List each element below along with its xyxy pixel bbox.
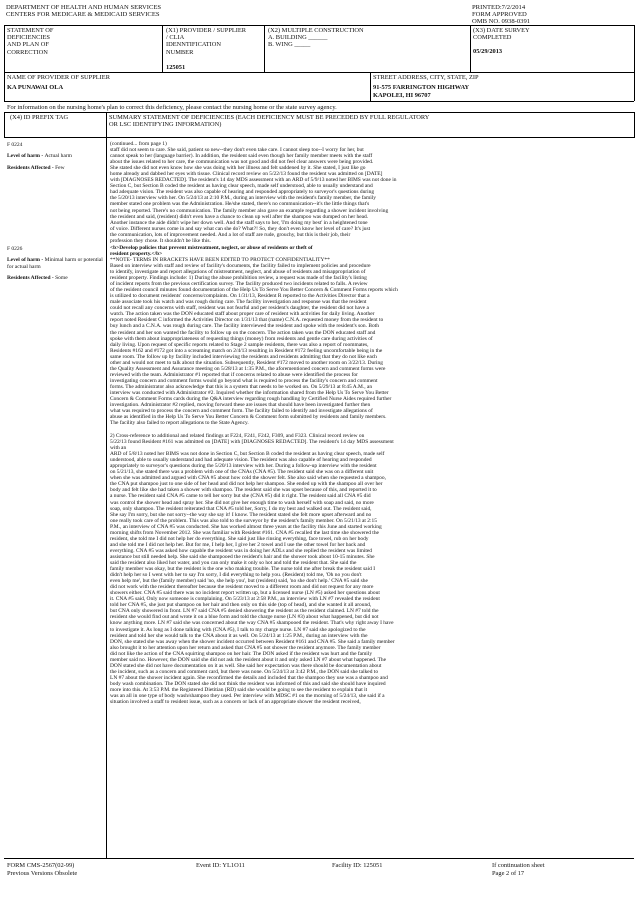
survey-date-label: (X3) DATE SURVEY COMPLETED xyxy=(473,27,530,42)
text-line: The facility also failed to report allegations to the State Agency. xyxy=(110,420,249,427)
text-line: with an xyxy=(110,445,127,452)
text-line: resident, she told me I did not help her do everything. She said just like rinsing everything, face towel, rub on her body xyxy=(110,535,369,542)
text-line: the resident and said, (resident) didn't even have a chance to clean up well after the shampoo was dumped on her head. xyxy=(110,213,369,220)
text-line: to investigate it. As long as I done talking with (CNA #5), I talk to my charge nurse. LN #7 said she apologized to the xyxy=(110,626,366,633)
text-line: told her CNA #5, she just put shampoo on her hair and then only on this side (top of head), and she wanted it all around, xyxy=(110,602,372,609)
text-line: the communication, lots of improvement needed. And a lot of staff are rude, grouchy, but this is their job, their xyxy=(110,231,351,238)
form-id: FORM CMS-2567(02-99) xyxy=(7,862,75,869)
text-line: resident she would find out and wrote it on a blue form and told the charge nurse (LN #3) about what happened, but did not xyxy=(110,614,379,621)
text-line: other and would not meet to talk about the situation. Subsequently, Resident #172 moved to another room on 3/22/13. During xyxy=(110,359,383,366)
text-line: and she told me I did not help her. But for me, I help her, I give her 2 towel and I use the other towel for her back and xyxy=(110,541,366,548)
provider-id-value: 125051 xyxy=(166,64,186,71)
text-line: 5/22/13 found Resident #161 was admitted on [DATE] with [DIAGNOSES REDACTED]. The resident's 14 day MDS assessment xyxy=(110,439,394,446)
omb-number: OMB NO. 0938-0391 xyxy=(472,18,531,25)
text-line: abuse as identified in the Help Us To Serve You Better Concern & Comment form submitted by residents and family members. xyxy=(110,414,387,421)
text-line: resident property. Findings include: 1) During the abuse prohibition review, a request was made of the facility's listing xyxy=(110,275,367,282)
text-line: Residents #162 and #172 got into a screaming match on 2/4/13 resulting in Resident #172 feeling uncomfortable being in the xyxy=(110,347,383,354)
text-line: body wash combination. The DON stated she did not think the resident was informed of this and said she should have inquired xyxy=(110,680,386,687)
residents-value: Some xyxy=(55,274,68,281)
text-line: DON, she stated she was away when the shower incident occurred between Resident #161 and CNA #5. She said a family member xyxy=(110,638,395,645)
text-line: male associate took his watch and was rough during care. The facility investigation and response was that the resident xyxy=(110,299,367,306)
text-line: with [DIAGNOSES REDACTED]. The resident's 14 day MDS assessment with an ARD of 5/9/13 noted her BIMS was not done in xyxy=(110,177,397,184)
text-line: Another instance the aide didn't wipe her down well. And the staff says to her, 'I'm doing my best' in a heightened tone xyxy=(110,219,368,226)
provider-name-label: NAME OF PROVIDER OF SUPPLIER xyxy=(7,74,110,81)
text-line: did not like the action of the CNA squirting shampoo on her hair. The DON asked if the resident was hurt and the family xyxy=(110,650,373,657)
deficiency-text-f0226-part2 xyxy=(110,433,632,705)
text-line: of incident reports from the previous certification survey. The facility produced two incidents related to falls. A review xyxy=(110,281,368,288)
text-line: is utilized to document residents' concerns/complaints. On 1/31/13, Resident R reported to the Activities Director that a xyxy=(110,293,370,300)
confidentiality-note: **NOTE- TERMS IN BRACKETS HAVE BEEN EDITED TO PROTECT CONFIDENTIALITY** xyxy=(110,257,330,264)
text-line: understood, able to usually understand and had adequate vision. The resident was also capable of hearing and responded xyxy=(110,457,372,464)
provider-id-label: (X1) PROVIDER / SUPPLIER / CLIA IDENNTIFICATION NUMBER xyxy=(166,27,247,56)
text-line: watch. The action taken was the DON educated staff about proper care of resident with activities for daily living. Another xyxy=(110,311,375,318)
text-line: report noted Resident C informed the Activities Director on 1/31/13 that (name) C.N.A. requested money from the resident to xyxy=(110,317,384,324)
text-line: the incident, such as a concern and comment card, but there was none. On 5/24/13 at 3:42 P.M., the DON said she talked to xyxy=(110,668,379,675)
summary-header: SUMMARY STATEMENT OF DEFICIENCIES (EACH DEFICIENCY MUST BE PRECEDED BY FULL REGULATORY OR LSC IDENTIFYING INFORMATION) xyxy=(109,114,430,129)
text-line: DON stated she did not have documentation on it as well. She said her expectation was there should be documentation about xyxy=(110,662,382,669)
text-line: body and felt like she had taken a shower with shampoo. The resident said she was upset because of this, and reported it to xyxy=(110,487,377,494)
text-line: Based on interview with staff and review of facility's documents, the facility failed to implement policies and procedure xyxy=(110,263,371,269)
text-line: when she was admitted and argued with CNA #5 about how cold the shower felt. She also said when she requested a shampoo, xyxy=(110,475,386,482)
tag-code: F 0224 xyxy=(7,142,23,148)
page-number: Page 2 of 17 xyxy=(492,870,525,877)
obsolete-note: Previous Versions Obsolete xyxy=(7,870,78,877)
text-line: to identify, investigate and report allegations of mistreatment, neglect, and abuse of residents and misappropriation of xyxy=(110,269,366,276)
text-line: on 5/21/13, she stated there was a problem with one of the CNAs (CNA #5). The resident said she was on a different unit xyxy=(110,469,374,476)
text-line: didn't help her so I went with her to say I'm sorry, I did everything to help you. (Resident) told me, 'Oh no you don't xyxy=(110,572,362,579)
agency-subname: CENTERS FOR MEDICARE & MEDICAID SERVICES xyxy=(6,11,160,18)
text-line: member said no. However, the DON said she did not ask the resident about it and only asked LN #7 about what happened. The xyxy=(110,656,387,663)
text-line: of voice. Different nurses come in and say what can she do? What?! So, they don't even know her level of care? It's just xyxy=(110,225,371,232)
facility-id: Facility ID: 125051 xyxy=(332,862,383,869)
address-label: STREET ADDRESS, CITY, STATE, ZIP xyxy=(373,74,479,81)
text-line: but CNA only showered in front. LN #7 said CNA #5 denied showering the resident as the resident claimed. LN #7 told the xyxy=(110,608,379,615)
address-line2: KAPOLEI, HI 96707 xyxy=(373,92,431,99)
text-line: could not recall any concerns with staff, resident was not fearful and per resident's daughter, the resident did not have a xyxy=(110,305,369,312)
harm-label: Level of harm - xyxy=(7,257,45,264)
text-line: cannot speak to her (language barrier). In addition, the resident said even though her family member meets with the staff xyxy=(110,153,373,160)
text-line: everything. CNA #5 was asked how capable the resident was in doing her ADLs and she replied the resident was limited xyxy=(110,547,372,554)
event-id: Event ID: YL1O11 xyxy=(196,862,245,869)
provider-name-value: KA PUNAWAI OLA xyxy=(7,84,64,91)
tag-code: F 0226 xyxy=(7,246,23,252)
text-line: the Quality Assessment and Assurance meeting on 5/28/13 at 1:35 P.M., the aforementioned concern and comment forms were xyxy=(110,365,386,372)
text-line: investigation. Administrator #2 replied, moving forward these are issues that should have been investigated further then xyxy=(110,402,371,409)
text-line: was an all in one type of body wash/shampoo they used. Per interview with MDSC #1 on the morning of 5/24/13, she said if a xyxy=(110,693,385,700)
text-line: morning shifts from November 2012. She was familiar with Resident #161. CNA #5 recalled the last time she showered the xyxy=(110,529,379,536)
text-line: more into this. At 3:53 P.M. the Registered Dietitian (RD) said she would be going to see the resident to explain that it xyxy=(110,686,368,693)
agency-name: DEPARTMENT OF HEALTH AND HUMAN SERVICES xyxy=(6,4,162,11)
text-line: 2) Cross-reference to additional and related findings at F224, F241, F242, F309, and F323. Clinical record review on xyxy=(110,433,365,439)
text-line: about the issues related to her care, the communication was not good and did not feel clear answers were being provided. xyxy=(110,159,374,166)
text-line: investigating concern and comment forms would go beyond what is required to process the facility's concern and comment xyxy=(110,377,378,384)
text-line: P.M., an interview of CNA #5 was conducted. She has worked almost three years at the facility this June and started working xyxy=(110,523,382,530)
text-line: resident and told her she would talk to the CNA about it as well. On 5/24/13 at 1:25 P.M., during an interview with the xyxy=(110,632,368,639)
text-line: situation involved a staff to resident issue, such as a concern or lack of an appropriate shower the resident received, xyxy=(110,699,361,706)
text-line: (continued... from page 1) xyxy=(110,141,167,147)
harm-value: Minimal harm or potential for actual harm xyxy=(7,257,103,270)
text-line: interview was conducted with Administrator #2. Inquired whether the information shared from the Help Us To Serve You Better xyxy=(110,389,389,396)
deficiency-text-f0224 xyxy=(110,141,632,244)
tag-block-f0226 xyxy=(7,246,103,281)
text-line: She say I'm sorry, but she not sorry--the way she say it! I know. The resident stated she felt more upset afterward and no xyxy=(110,511,372,518)
residents-label: Residents Affected - xyxy=(7,164,56,171)
tag-block-f0224 xyxy=(7,142,103,171)
text-line: profession they chose. It shouldn't be like this. xyxy=(110,237,211,244)
harm-label: Level of harm - xyxy=(7,153,45,160)
text-line: staff did not seem to care. She said, patient so new--they don't even take care. I cannot sleep too--I worry for her, but xyxy=(110,147,364,154)
text-line: LN #7 about the shower incident again. She reconfirmed the details and included that the shampoo they use was a shampoo and xyxy=(110,674,388,681)
text-line: what was required to process the concern and comment form. The facility failed to identify and investigate allegations of xyxy=(110,408,373,415)
text-line: it. CNA #5 said, Only now someone is complaining. On 5/23/13 at 2:58 P.M., an interview with LN #7 revealed the resident xyxy=(110,596,380,603)
text-line: ARD of 5/8/13 noted her BIMS was not done in Section C, but Section B coded the resident as having clear speech, made self xyxy=(110,451,385,458)
text-line: daily living. Upon request of specific reports related to Stage 2 sample residents, there was also a report of roommates, xyxy=(110,341,369,348)
text-line: not being reported. There's no communication. The family member also gave an example regarding a shower incident involving xyxy=(110,207,389,214)
text-line: even help me', but the (family member) said 'no, she help you', but (resident) said, 'no she don't help.' CNA #5 said she xyxy=(110,578,368,585)
deficiency-text-f0226-part1 xyxy=(110,263,632,426)
text-line: said the resident also liked hot water, and you can only make it only so hot and told the resident that. She said the xyxy=(110,559,357,566)
continuation-note: If continuation sheet xyxy=(492,862,545,869)
f0226-title: <b>Develop policies that prevent mistreatment, neglect, or abuse of residents or theft of resident property.</b> **NOTE- TERMS IN BRACKETS HAVE BEEN EDITED TO PROTECT CONFIDENTIALITY** xyxy=(110,245,632,263)
form-approved: FORM APPROVED xyxy=(472,11,527,18)
info-note: For information on the nursing home's plan to correct this deficiency, please contact the nursing home or the state survey agency. xyxy=(7,104,337,111)
text-line: of the resident council minutes found documentation of the Help Us To Serve You Better Concern & Comment Forms reports which xyxy=(110,287,398,294)
residents-label: Residents Affected - xyxy=(7,274,56,281)
text-line: a nurse. The resident said CNA #5 came to tell her sorry but she (CNA #5) did it right. The resident said all CNA #5 did xyxy=(110,493,371,500)
text-line: did not work with the resident thereafter because the resident moved to a different room and did not request for any more xyxy=(110,584,374,591)
text-line: soap, only shampoo. The resident reiterated that CNA #5 told her, Sorry, I do my best and walked out. The resident said, xyxy=(110,505,372,512)
text-line: one really took care of the problem. This was also told to the surveyor by the resident's family member. On 5/21/13 at 2:15 xyxy=(110,517,377,524)
multiple-construction-label: (X2) MULTIPLE CONSTRUCTION A. BUILDING ______ B. WING _____ xyxy=(268,27,364,49)
text-line: was control the shower head and spray her. She did not give her enough time to wash herself with soap and said, no more xyxy=(110,499,374,506)
text-line: the 5/20/13 interview with her. On 5/24/13 at 2:10 P.M., during an interview with the resident's family member, the family xyxy=(110,195,376,202)
text-line: same room. The follow up by facility included interviewing the residents and residents admitting that they do not like each xyxy=(110,353,377,360)
text-line: had adequate vision. The resident was also capable of hearing and responded appropriately to surveyor's questions during xyxy=(110,189,375,196)
text-line: spoke with them about inappropriateness of requesting things (money) from residents and gentle care during activities of xyxy=(110,335,373,342)
text-line: also brought it to her attention upon her return and asked that CNA #5 not shower the resident anymore. The family member xyxy=(110,644,381,651)
text-line: home already and dabbed her eyes with tissue. Clinical record review on 5/22/13 found the resident was admitted on [DATE] xyxy=(110,171,383,178)
text-line: appropriately to surveyor's questions during the 5/20/13 interview with her. During a follow-up interview with the resident xyxy=(110,463,377,470)
text-line: the CNA put shampoo just to one side of her head and did not help her shampoo. She ended up with the shampoo all over her xyxy=(110,481,383,488)
text-line: know anything more. LN #7 said she was concerned about the way CNA #5 shampooed the resident. That's why right away I have xyxy=(110,620,394,627)
text-line: She stated she did not even know how she was doing with her illness and felt saddened by it. She stated, I just like go xyxy=(110,165,366,172)
text-line: assistance but still needed help. She said she shampooed the resident's hair and the shower took about 10-15 minutes. She xyxy=(110,553,375,560)
printed-date: PRINTED:7/2/2014 xyxy=(472,4,526,11)
prefix-tag-header: (X4) ID PREFIX TAG xyxy=(10,114,69,121)
statement-of-deficiencies-label: STATEMENT OF DEFICIENCIES AND PLAN OF CORRECTION xyxy=(7,27,54,56)
residents-value: Few xyxy=(55,164,65,171)
text-line: the resident and her son wanted the facility to follow up on the concern. The action taken was the DON educated staff and xyxy=(110,329,376,336)
text-line: Concern & Comment Forms cards during the Q&A interview regarding rough handling by Certified Nurse Aides required further xyxy=(110,396,392,403)
text-line: showers either. CNA #5 said there was no incident report written up, but a licensed nurse (LN #5) asked her questions about xyxy=(110,590,380,597)
text-line: family member was okay, but the resident is the one who making trouble. The nurse told me after break the resident said I xyxy=(110,566,376,573)
text-line: forms. The administrator also acknowledge that this is a system that needs to be worked on. On 5/29/13 at 8:45 A.M., an xyxy=(110,383,373,390)
survey-date-value: 05/29/2013 xyxy=(473,48,503,55)
text-line: Section C, but Section B coded the resident as having clear speech, made self understood, able to usually understand and xyxy=(110,183,373,190)
harm-value: Actual harm xyxy=(44,153,72,160)
text-line: reviewed with the team. Administrator #1 reported that if concerns related to abuse were identified the process for xyxy=(110,371,358,378)
text-line: member stated one problem was the Administration. He/she stated, there's no communication--it's the little things that's xyxy=(110,201,370,208)
address-line1: 91-575 FARRINGTON HIGHWAY xyxy=(373,84,470,91)
text-line: buy lunch and a C.N.A. was rough during care. The facility interviewed the resident and spoke with the resident's son. Both xyxy=(110,323,379,330)
